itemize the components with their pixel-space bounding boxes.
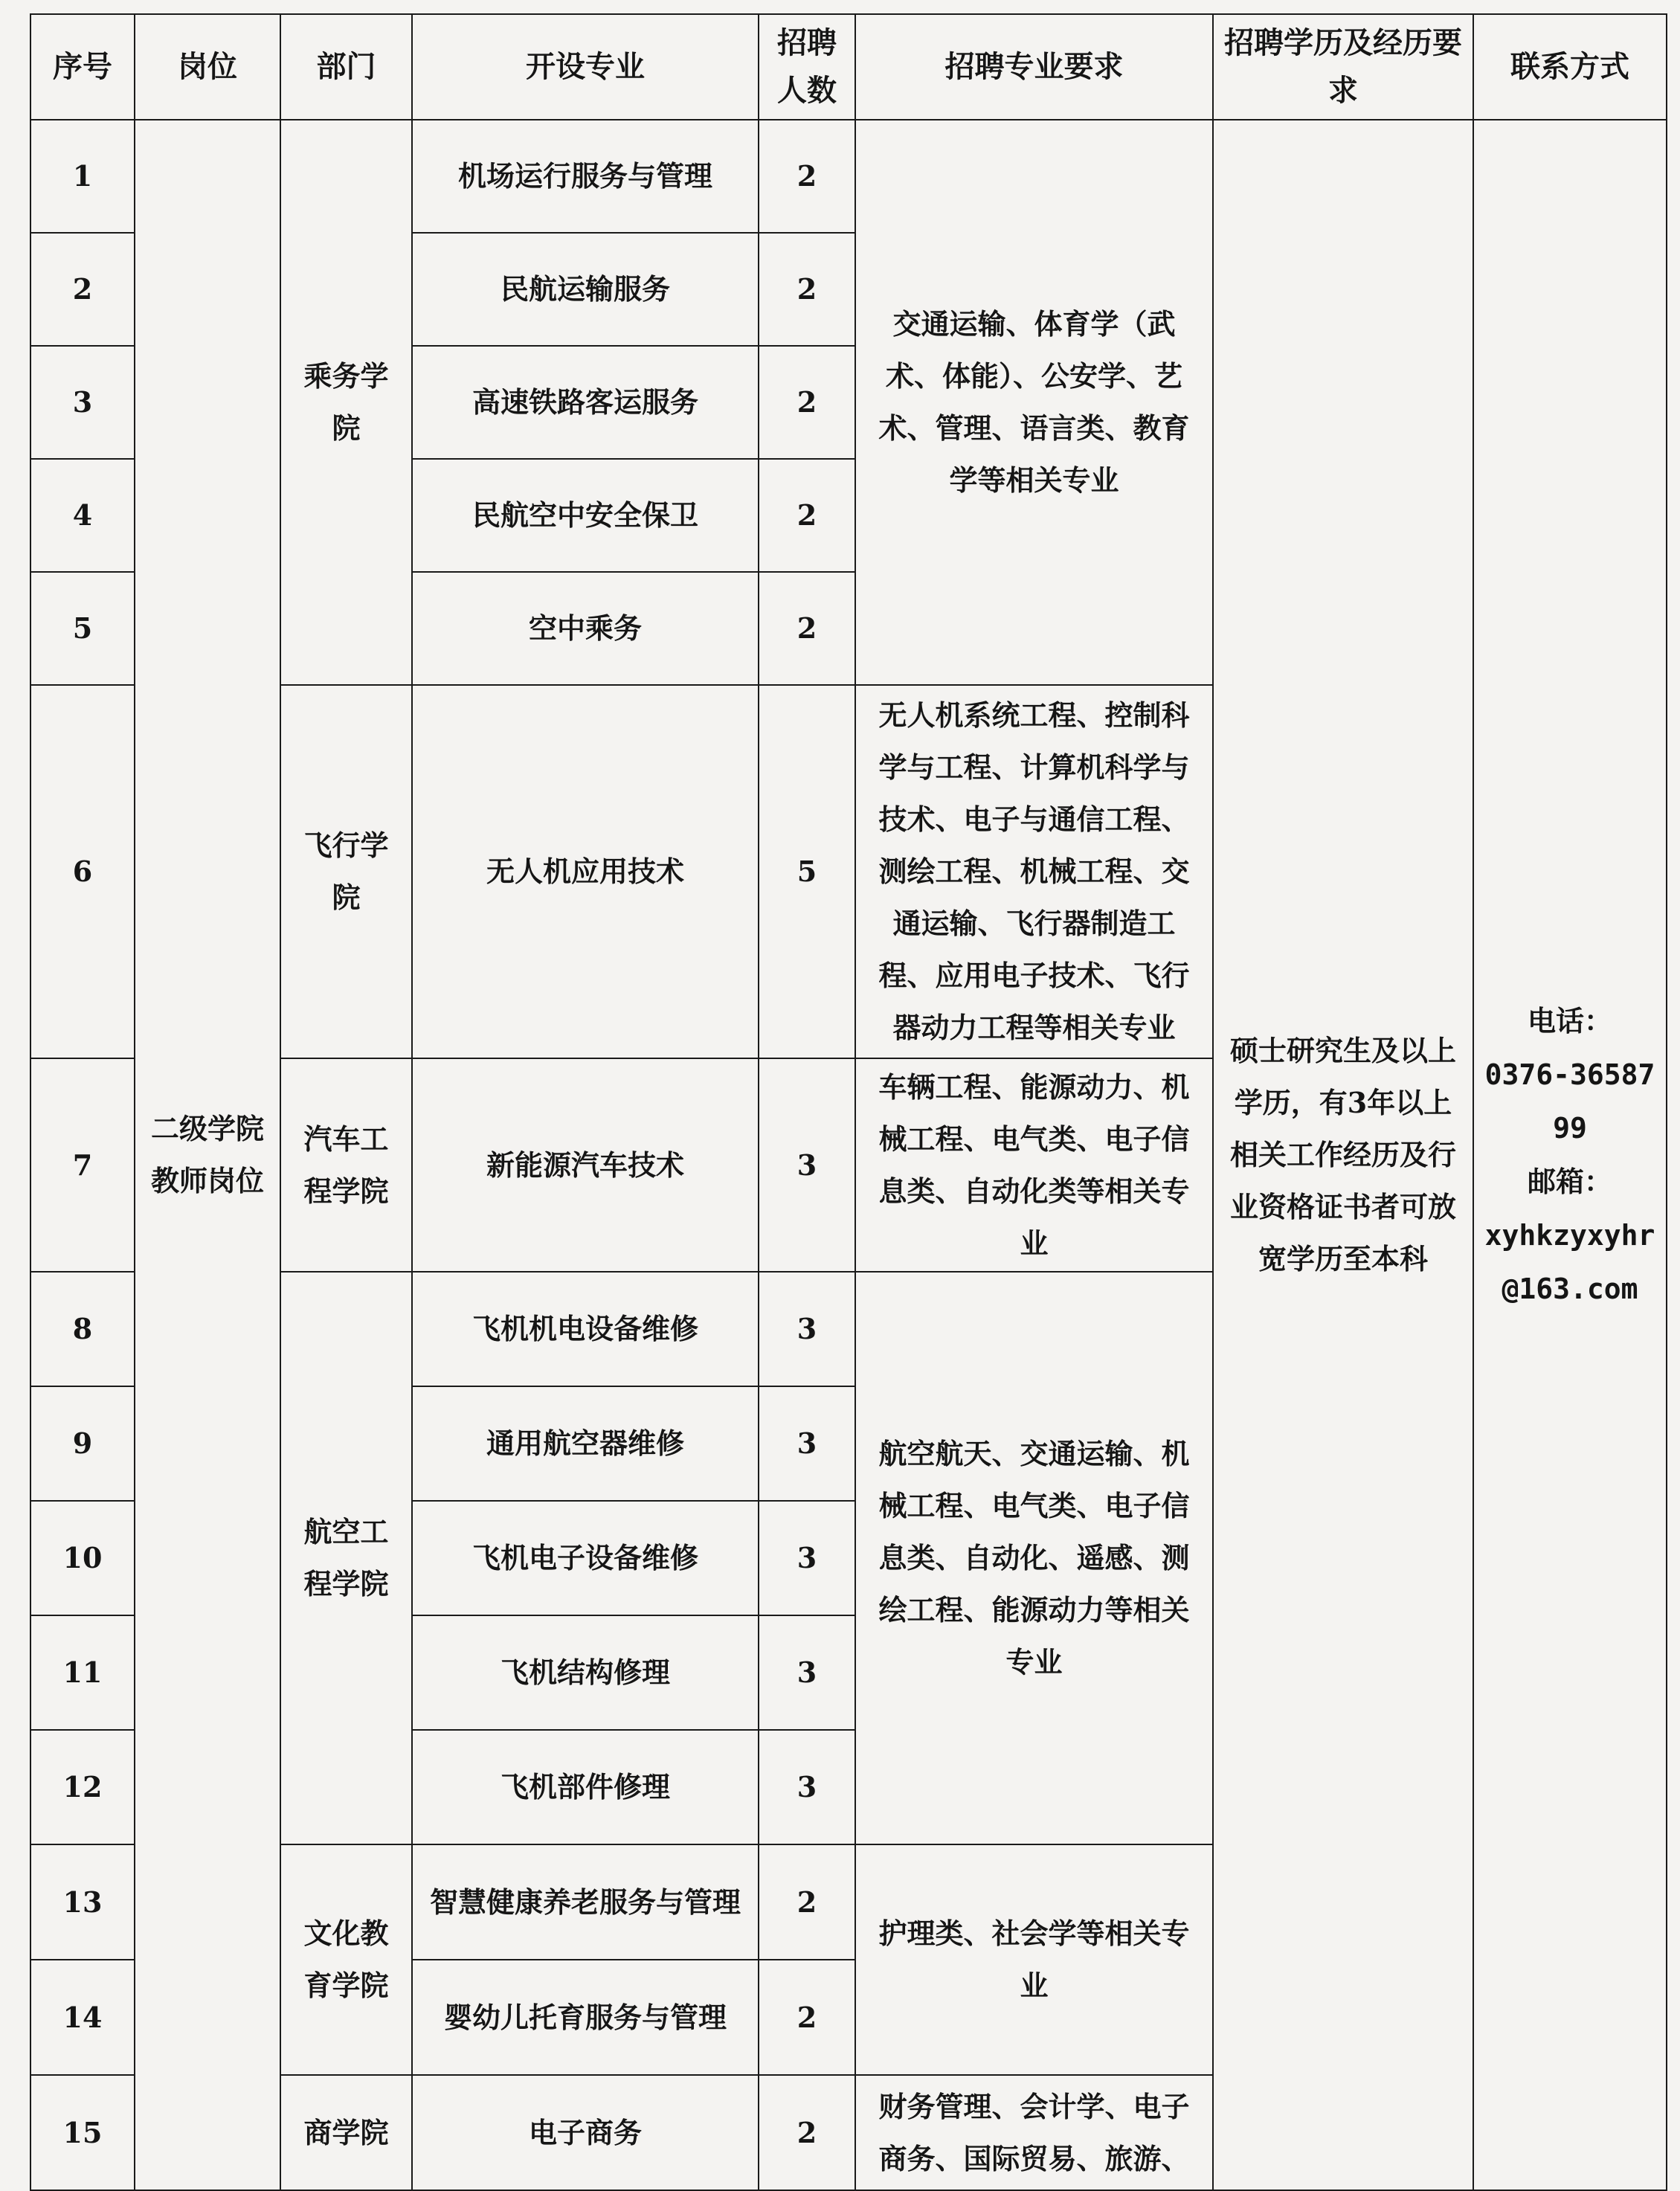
major-cell: 无人机应用技术 (412, 685, 759, 1058)
major-cell: 空中乘务 (412, 572, 759, 685)
major-cell: 民航空中安全保卫 (412, 459, 759, 572)
row-index: 12 (30, 1730, 135, 1844)
row-index: 6 (30, 685, 135, 1058)
major-cell: 电子商务 (412, 2075, 759, 2190)
header-col-count: 招聘人数 (759, 14, 855, 120)
major-cell: 智慧健康养老服务与管理 (412, 1844, 759, 1960)
major-cell: 民航运输服务 (412, 233, 759, 346)
count-cell: 3 (759, 1058, 855, 1272)
count-cell: 3 (759, 1501, 855, 1615)
header-col-department: 部门 (280, 14, 412, 120)
row-index: 8 (30, 1272, 135, 1386)
requirement-cell: 无人机系统工程、控制科学与工程、计算机科学与技术、电子与通信工程、测绘工程、机械工程、交通运输、飞行器制造工程、应用电子技术、飞行器动力工程等相关专业 (855, 685, 1213, 1058)
row-index: 4 (30, 459, 135, 572)
department-cell: 乘务学院 (280, 120, 412, 685)
major-cell: 飞机结构修理 (412, 1615, 759, 1730)
count-cell: 3 (759, 1730, 855, 1844)
table-row (30, 120, 1667, 233)
contact-email[interactable]: xyhkzyxyhr@163.com (1484, 1219, 1655, 1305)
count-cell: 5 (759, 685, 855, 1058)
row-index: 13 (30, 1844, 135, 1960)
major-cell: 通用航空器维修 (412, 1386, 759, 1501)
contact-phone-label: 电话： (1527, 1005, 1612, 1037)
header-col-education: 招聘学历及经历要求 (1213, 14, 1473, 120)
row-index: 2 (30, 233, 135, 346)
header-row (30, 14, 1667, 120)
row-index: 3 (30, 346, 135, 459)
contact-phone[interactable]: 0376-3658799 (1484, 1058, 1655, 1145)
count-cell: 3 (759, 1615, 855, 1730)
post-cell: 二级学院教师岗位 (135, 120, 280, 2190)
count-cell: 2 (759, 459, 855, 572)
department-cell: 商学院 (280, 2075, 412, 2190)
row-index: 11 (30, 1615, 135, 1730)
count-cell: 2 (759, 120, 855, 233)
count-cell: 3 (759, 1272, 855, 1386)
recruitment-table (30, 13, 1667, 2191)
contact-email-label: 邮箱： (1527, 1165, 1612, 1198)
major-cell: 飞机电子设备维修 (412, 1501, 759, 1615)
header-col-index: 序号 (30, 14, 135, 120)
count-cell: 2 (759, 233, 855, 346)
row-index: 7 (30, 1058, 135, 1272)
contact-cell (1473, 120, 1667, 2190)
row-index: 5 (30, 572, 135, 685)
row-index: 14 (30, 1960, 135, 2075)
count-cell: 2 (759, 1844, 855, 1960)
department-cell: 飞行学院 (280, 685, 412, 1058)
header-col-requirement: 招聘专业要求 (855, 14, 1213, 120)
major-cell: 新能源汽车技术 (412, 1058, 759, 1272)
row-index: 15 (30, 2075, 135, 2190)
requirement-cell: 交通运输、体育学（武术、体能）、公安学、艺术、管理、语言类、教育学等相关专业 (855, 120, 1213, 685)
department-cell: 文化教育学院 (280, 1844, 412, 2075)
requirement-cell: 航空航天、交通运输、机械工程、电气类、电子信息类、自动化、遥感、测绘工程、能源动力等相关专业 (855, 1272, 1213, 1844)
count-cell: 2 (759, 2075, 855, 2190)
count-cell: 3 (759, 1386, 855, 1501)
major-cell: 高速铁路客运服务 (412, 346, 759, 459)
header-col-contact: 联系方式 (1473, 14, 1667, 120)
count-cell: 2 (759, 572, 855, 685)
header-col-post: 岗位 (135, 14, 280, 120)
requirement-cell: 财务管理、会计学、电子商务、国际贸易、旅游、 (855, 2075, 1213, 2190)
row-index: 10 (30, 1501, 135, 1615)
major-cell: 婴幼儿托育服务与管理 (412, 1960, 759, 2075)
row-index: 9 (30, 1386, 135, 1501)
requirement-cell: 护理类、社会学等相关专业 (855, 1844, 1213, 2075)
major-cell: 飞机机电设备维修 (412, 1272, 759, 1386)
major-cell: 飞机部件修理 (412, 1730, 759, 1844)
count-cell: 2 (759, 346, 855, 459)
department-cell: 汽车工程学院 (280, 1058, 412, 1272)
requirement-cell: 车辆工程、能源动力、机械工程、电气类、电子信息类、自动化类等相关专业 (855, 1058, 1213, 1272)
department-cell: 航空工程学院 (280, 1272, 412, 1844)
header-col-major: 开设专业 (412, 14, 759, 120)
major-cell: 机场运行服务与管理 (412, 120, 759, 233)
education-cell: 硕士研究生及以上学历，有3年以上相关工作经历及行业资格证书者可放宽学历至本科 (1213, 120, 1473, 2190)
count-cell: 2 (759, 1960, 855, 2075)
row-index: 1 (30, 120, 135, 233)
